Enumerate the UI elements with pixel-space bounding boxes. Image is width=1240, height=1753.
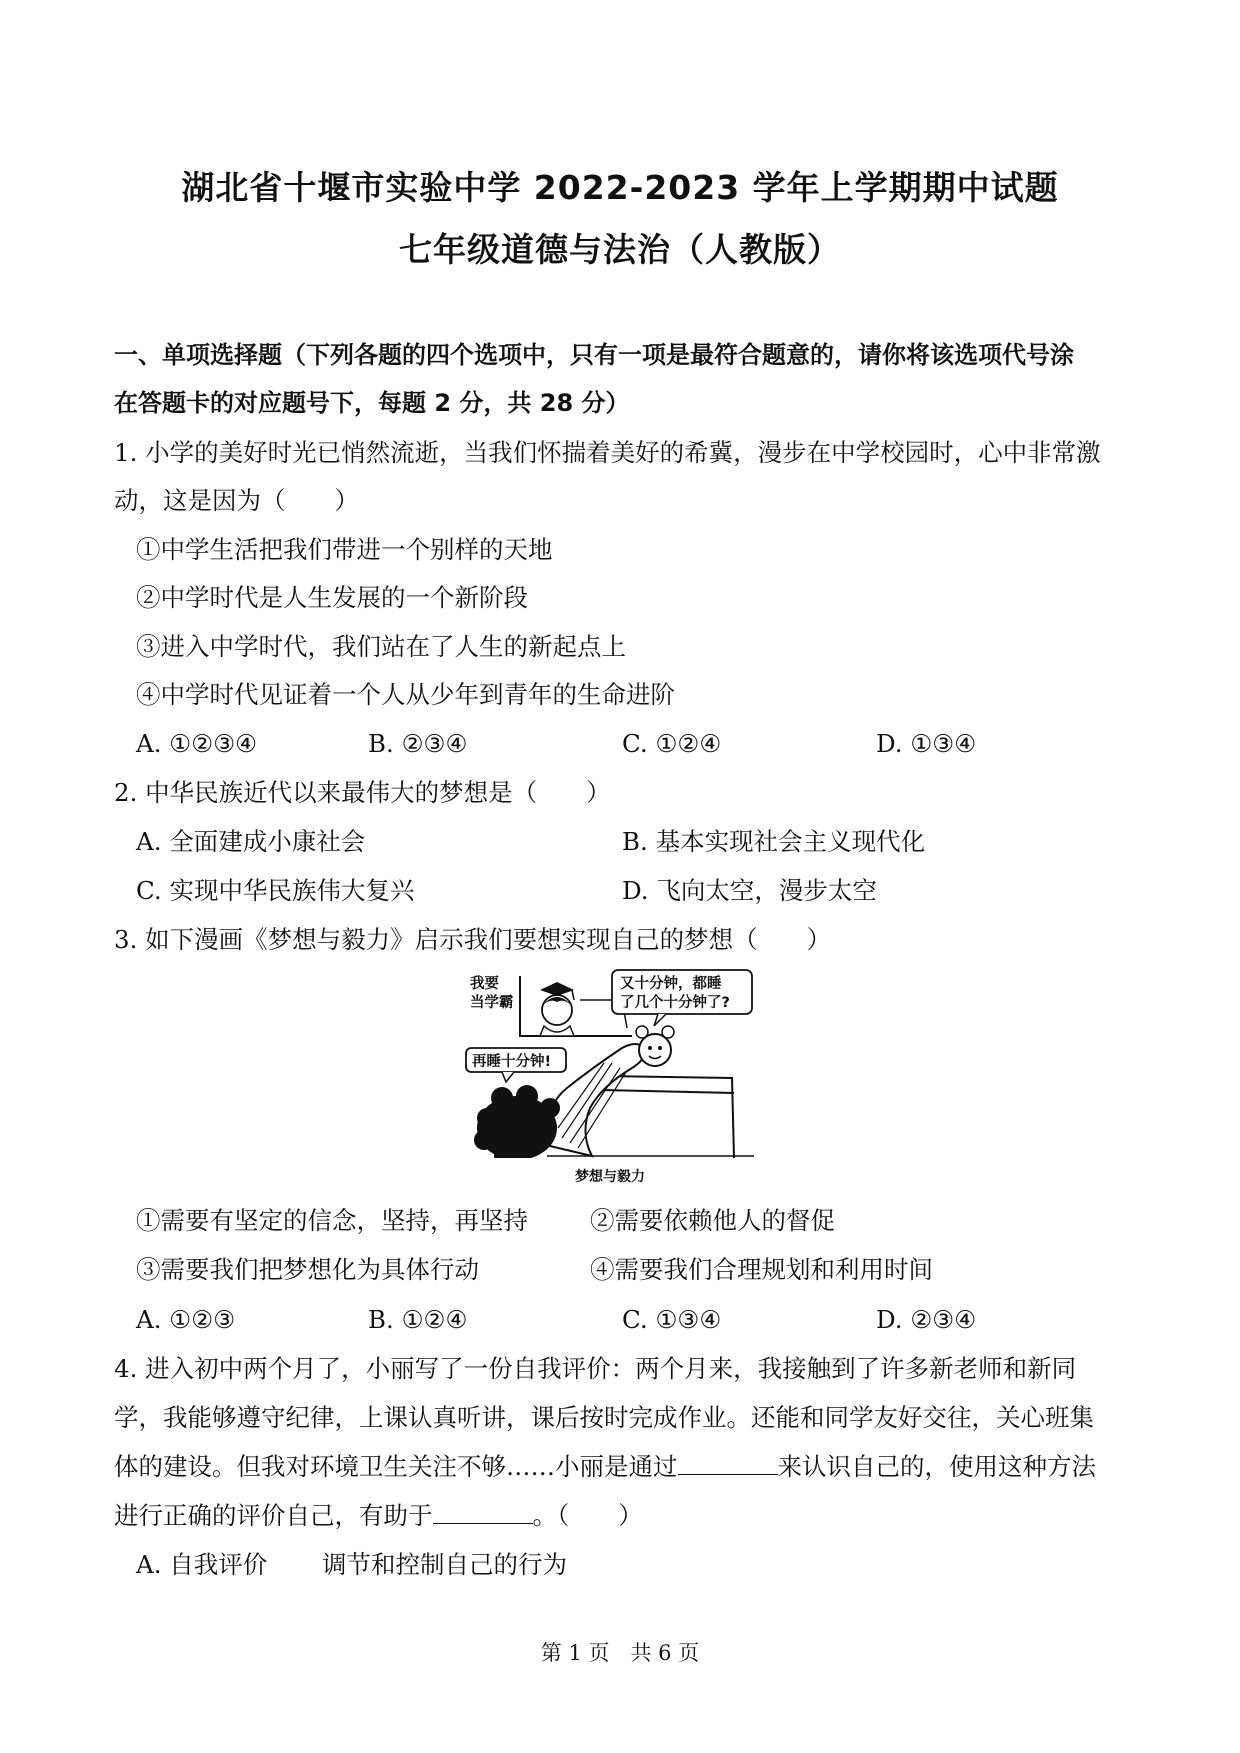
q3-option-d: D. ②③④ xyxy=(876,1305,977,1334)
q3-option-c: C. ①③④ xyxy=(622,1305,722,1334)
q2-stem: 2. 中华民族近代以来最伟大的梦想是（ ） xyxy=(114,778,611,807)
q1-stem-line2: 动，这是因为（ ） xyxy=(114,486,359,515)
q3-item-1: ①需要有坚定的信念，坚持，再坚持 xyxy=(136,1206,528,1235)
dream-bubble-text-line2: 当学霸 xyxy=(470,995,514,1011)
q4-stem-line4-part2: 。（ ） xyxy=(532,1501,643,1530)
q1-item-2: ②中学时代是人生发展的一个新阶段 xyxy=(136,583,528,612)
clock-bubble-text-line2: 了几个十分钟了? xyxy=(620,995,730,1011)
q1-option-a: A. ①②③④ xyxy=(136,729,258,758)
q2-option-b: B. 基本实现社会主义现代化 xyxy=(622,827,926,856)
sleeper-hair-illustration xyxy=(474,1085,560,1158)
q4-option-a-text: 调节和控制自己的行为 xyxy=(322,1550,567,1579)
q2-option-a: A. 全面建成小康社会 xyxy=(136,827,366,856)
q1-option-c: C. ①②④ xyxy=(622,729,722,758)
q4-stem-line1: 4. 进入初中两个月了，小丽写了一份自我评价：两个月来，我接触到了许多新老师和新同 xyxy=(114,1354,1077,1383)
q1-item-3: ③进入中学时代，我们站在了人生的新起点上 xyxy=(136,632,626,661)
q2-option-d: D. 飞向太空，漫步太空 xyxy=(622,876,877,905)
q1-stem-line1: 1. 小学的美好时光已悄然流逝，当我们怀揣着美好的希冀，漫步在中学校园时，心中非常激 xyxy=(114,438,1101,467)
q4-stem-line3-part1: 体的建设。但我对环境卫生关注不够……小丽是通过 xyxy=(114,1452,678,1481)
q4-option-a-label: A. 自我评价 xyxy=(136,1550,268,1579)
q1-item-4: ④中学时代见证着一个人从少年到青年的生命进阶 xyxy=(136,680,675,709)
q3-option-a: A. ①②③ xyxy=(136,1305,236,1334)
student-avatar-illustration xyxy=(540,982,574,1036)
q3-item-2: ②需要依赖他人的督促 xyxy=(590,1206,835,1235)
q3-item-4: ④需要我们合理规划和利用时间 xyxy=(590,1255,933,1284)
q4-answer-blank-2 xyxy=(433,1501,533,1524)
q4-answer-blank-1 xyxy=(678,1452,778,1475)
alarm-clock-icon xyxy=(636,1026,674,1066)
section-heading-line2: 在答题卡的对应题号下，每题 2 分，共 28 分） xyxy=(114,389,630,417)
page-number: 第 1 页 共 6 页 xyxy=(540,1641,700,1665)
q2-option-c: C. 实现中华民族伟大复兴 xyxy=(136,876,415,905)
q4-stem-line2: 学，我能够遵守纪律，上课认真听讲，课后按时完成作业。还能和同学友好交往，关心班集 xyxy=(114,1403,1094,1432)
section-heading-line1: 一、单项选择题（下列各题的四个选项中，只有一项是最符合题意的，请你将该选项代号涂 xyxy=(114,341,1074,369)
q1-option-d: D. ①③④ xyxy=(876,729,977,758)
q4-stem-line4-part1: 进行正确的评价自己，有助于 xyxy=(114,1501,433,1530)
q3-stem: 3. 如下漫画《梦想与毅力》启示我们要想实现自己的梦想（ ） xyxy=(114,925,832,954)
cartoon-dream-and-perseverance xyxy=(462,968,758,1158)
q4-stem-line4 xyxy=(114,1501,1134,1531)
q4-stem-line3 xyxy=(114,1452,1134,1482)
q3-item-3: ③需要我们把梦想化为具体行动 xyxy=(136,1255,479,1284)
sleeper-bubble-text: 再睡十分钟! xyxy=(472,1054,552,1070)
clock-bubble-text-line1: 又十分钟，都睡 xyxy=(620,976,722,992)
dream-bubble-text-line1: 我要 xyxy=(470,976,499,992)
cartoon-caption: 梦想与毅力 xyxy=(575,1169,645,1185)
q1-option-b: B. ②③④ xyxy=(368,729,468,758)
q3-option-b: B. ①②④ xyxy=(368,1305,468,1334)
exam-title: 湖北省十堰市实验中学 2022-2023 学年上学期期中试题 xyxy=(181,168,1059,207)
q4-stem-line3-part2: 来认识自己的，使用这种方法 xyxy=(777,1452,1096,1481)
exam-subtitle: 七年级道德与法治（人教版） xyxy=(399,230,841,269)
q1-item-1: ①中学生活把我们带进一个别样的天地 xyxy=(136,535,553,564)
